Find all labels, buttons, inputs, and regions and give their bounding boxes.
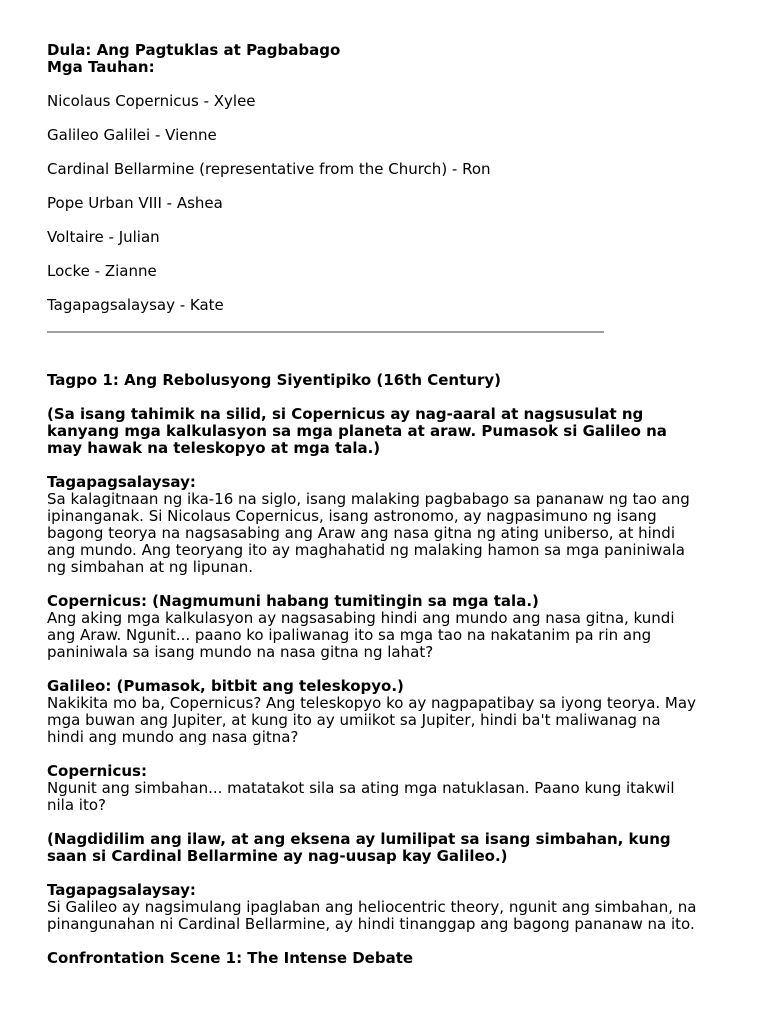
- stage-direction: [47, 831, 728, 865]
- stage-direction-line: may hawak na teleskopyo at mga tala.): [47, 439, 381, 457]
- stage-direction-line: (Sa isang tahimik na silid, si Copernicus ay nag-aaral at nagsusulat ng: [47, 405, 644, 423]
- dialogue-line: bagong teorya na nagsasabing ang Araw ang nasa gitna ng ating uniberso, at hindi: [47, 524, 676, 542]
- dialogue-line: nila ito?: [47, 796, 106, 814]
- narrator-speech: [47, 474, 728, 576]
- cast-item: Pope Urban VIII - Ashea: [47, 194, 223, 212]
- confrontation-heading: Confrontation Scene 1: The Intense Debate: [47, 949, 414, 967]
- cast-heading: Mga Tauhan:: [47, 58, 155, 76]
- cast-item: Locke - Zianne: [47, 262, 157, 280]
- speaker-label: Tagapagsalaysay:: [47, 473, 196, 491]
- speaker-label: Copernicus:: [47, 762, 147, 780]
- dialogue-line: pinangunahan ni Cardinal Bellarmine, ay hindi tinanggap ang bagong pananaw na ito.: [47, 915, 695, 933]
- copernicus-speech: [47, 763, 728, 814]
- galileo-speech: [47, 678, 728, 746]
- dialogue-line: ng simbahan at ng lipunan.: [47, 558, 254, 576]
- dialogue-line: Si Galileo ay nagsimulang ipaglaban ang heliocentric theory, ngunit ang simbahan, na: [47, 898, 697, 916]
- confrontation-block: [47, 950, 728, 967]
- speaker-label: Tagapagsalaysay:: [47, 881, 196, 899]
- speaker-label: Copernicus: (Nagmumuni habang tumitingin sa mga tala.): [47, 592, 539, 610]
- speaker-label: Galileo: (Pumasok, bitbit ang teleskopyo.): [47, 677, 404, 695]
- stage-direction-line: saan si Cardinal Bellarmine ay nag-uusap kay Galileo.): [47, 847, 508, 865]
- dialogue-line: Sa kalagitnaan ng ika-16 na siglo, isang malaking pagbabago sa pananaw ng tao ang: [47, 490, 690, 508]
- dialogue-line: paniniwala sa isang mundo na nasa gitna ng lahat?: [47, 643, 434, 661]
- dialogue-line: ang mundo. Ang teoryang ito ay maghahatid ng malaking hamon sa mga paniniwala: [47, 541, 685, 559]
- dialogue-line: Nakikita mo ba, Copernicus? Ang teleskopyo ko ay nagpapatibay sa iyong teorya. May: [47, 694, 696, 712]
- stage-direction: [47, 406, 728, 457]
- play-title: Dula: Ang Pagtuklas at Pagbabago: [47, 41, 341, 59]
- dialogue-line: mga buwan ang Jupiter, at kung ito ay umiikot sa Jupiter, hindi ba't maliwanag na: [47, 711, 661, 729]
- cast-item: Voltaire - Julian: [47, 228, 160, 246]
- dialogue-line: Ang aking mga kalkulasyon ay nagsasabing hindi ang mundo ang nasa gitna, kundi: [47, 609, 675, 627]
- cast-item: Cardinal Bellarmine (representative from the Church) - Ron: [47, 160, 491, 178]
- cast-item: Galileo Galilei - Vienne: [47, 126, 217, 144]
- cast-item: Tagapagsalaysay - Kate: [47, 296, 224, 314]
- stage-direction-line: kanyang mga kalkulasyon sa mga planeta at araw. Pumasok si Galileo na: [47, 422, 667, 440]
- stage-direction-line: (Nagdidilim ang ilaw, at ang eksena ay lumilipat sa isang simbahan, kung: [47, 830, 671, 848]
- narrator-speech: [47, 882, 728, 933]
- scene-heading: Tagpo 1: Ang Rebolusyong Siyentipiko (16th Century): [47, 371, 501, 389]
- dialogue-line: hindi ang mundo ang nasa gitna?: [47, 728, 299, 746]
- cast-item: Nicolaus Copernicus - Xylee: [47, 92, 256, 110]
- copernicus-speech: [47, 593, 728, 661]
- horizontal-divider: [47, 331, 604, 333]
- dialogue-line: ipinanganak. Si Nicolaus Copernicus, isang astronomo, ay nagpasimuno ng isang: [47, 507, 657, 525]
- dialogue-line: ang Araw. Ngunit... paano ko ipaliwanag ito sa mga tao na nakatanim pa rin ang: [47, 626, 652, 644]
- dialogue-line: Ngunit ang simbahan... matatakot sila sa ating mga natuklasan. Paano kung itakwil: [47, 779, 675, 797]
